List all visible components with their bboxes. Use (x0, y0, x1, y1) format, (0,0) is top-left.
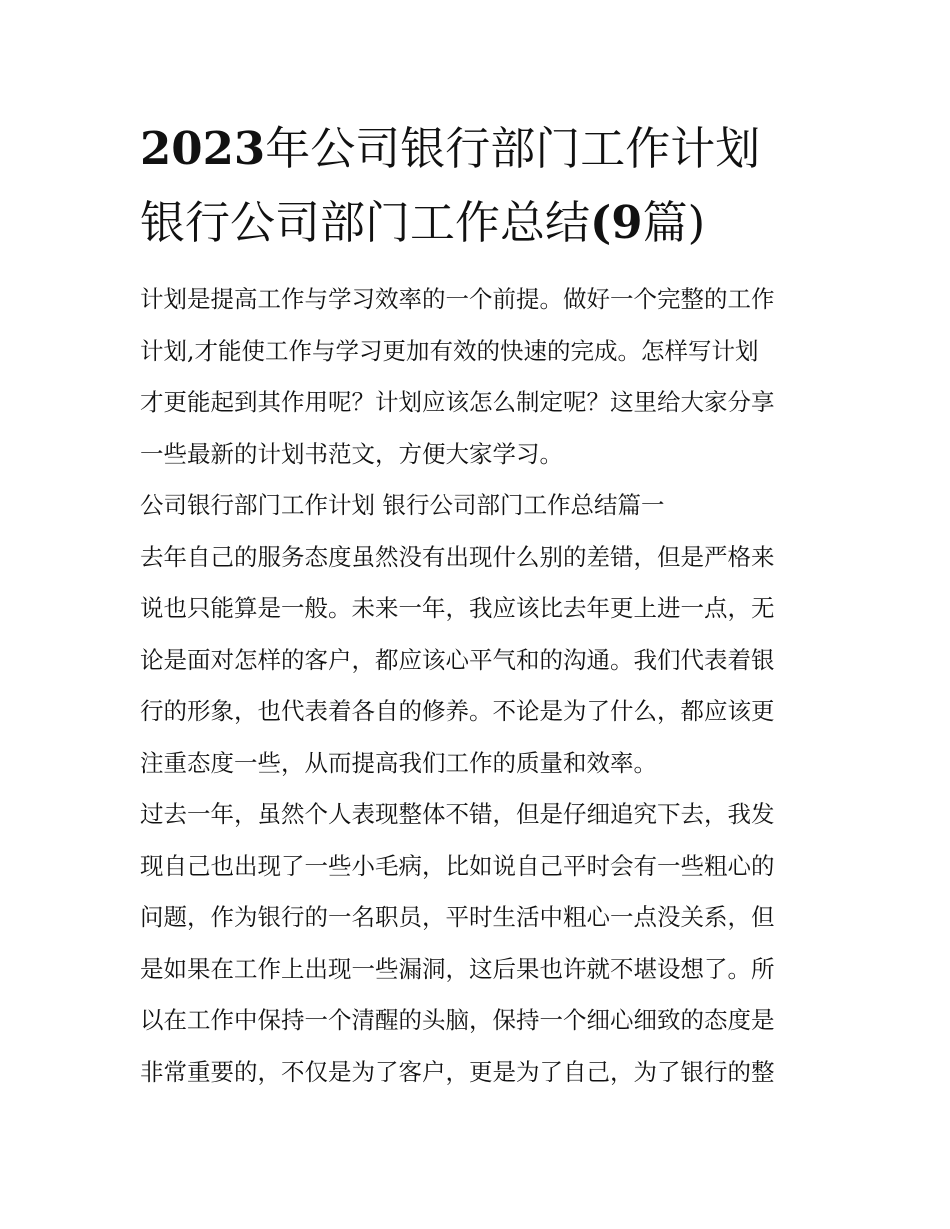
paragraph-line: 现自己也出现了一些小毛病，比如说自己平时会有一些粗心的 (140, 851, 775, 880)
paragraph-line: 非常重要的，不仅是为了客户，更是为了自己，为了银行的整 (140, 1057, 775, 1086)
section-heading: 公司银行部门工作计划 银行公司部门工作总结篇一 (140, 491, 665, 519)
intro-paragraph (140, 274, 820, 480)
intro-line: 计划是提高工作与学习效率的一个前提。做好一个完整的工作 (140, 285, 775, 313)
paragraph-line: 过去一年，虽然个人表现整体不错，但是仔细追究下去，我发 (140, 800, 775, 828)
paragraph-line: 以在工作中保持一个清醒的头脑，保持一个细心细致的态度是 (140, 1006, 775, 1034)
document-title (140, 112, 830, 260)
intro-line: 计划,才能使工作与学习更加有效的快速的完成。怎样写计划 (140, 336, 759, 365)
title-count-close: 篇) (642, 196, 706, 249)
paragraph-1 (140, 532, 820, 790)
paragraph-line: 行的形象，也代表着各自的修养。不论是为了什么，都应该更 (140, 697, 775, 725)
paragraph-line: 论是面对怎样的客户，都应该心平气和的沟通。我们代表着银 (140, 645, 775, 674)
paragraph-line: 说也只能算是一般。未来一年，我应该比去年更上进一点，无 (140, 594, 775, 622)
title-count-open: (9 (590, 196, 643, 249)
title-line-2 (140, 186, 830, 260)
title-line-1-text: 年公司银行部门工作计划 (265, 122, 761, 175)
paragraph-2 (140, 789, 820, 1098)
paragraph-line: 去年自己的服务态度虽然没有出现什么别的差错，但是严格来 (140, 542, 775, 571)
title-line-2-text: 银行公司部门工作总结 (140, 196, 591, 249)
paragraph-line: 是如果在工作上出现一些漏洞，这后果也许就不堪设想了。所 (140, 954, 775, 983)
document-body (140, 274, 820, 1098)
paragraph-line: 注重态度一些，从而提高我们工作的质量和效率。 (140, 748, 657, 777)
title-year: 2023 (140, 122, 266, 175)
title-line-1 (140, 112, 830, 186)
intro-line: 一些最新的计划书范文，方便大家学习。 (140, 439, 563, 468)
intro-line: 才更能起到其作用呢？计划应该怎么制定呢？这里给大家分享 (140, 388, 775, 416)
paragraph-line: 问题，作为银行的一名职员，平时生活中粗心一点没关系，但 (140, 903, 775, 931)
